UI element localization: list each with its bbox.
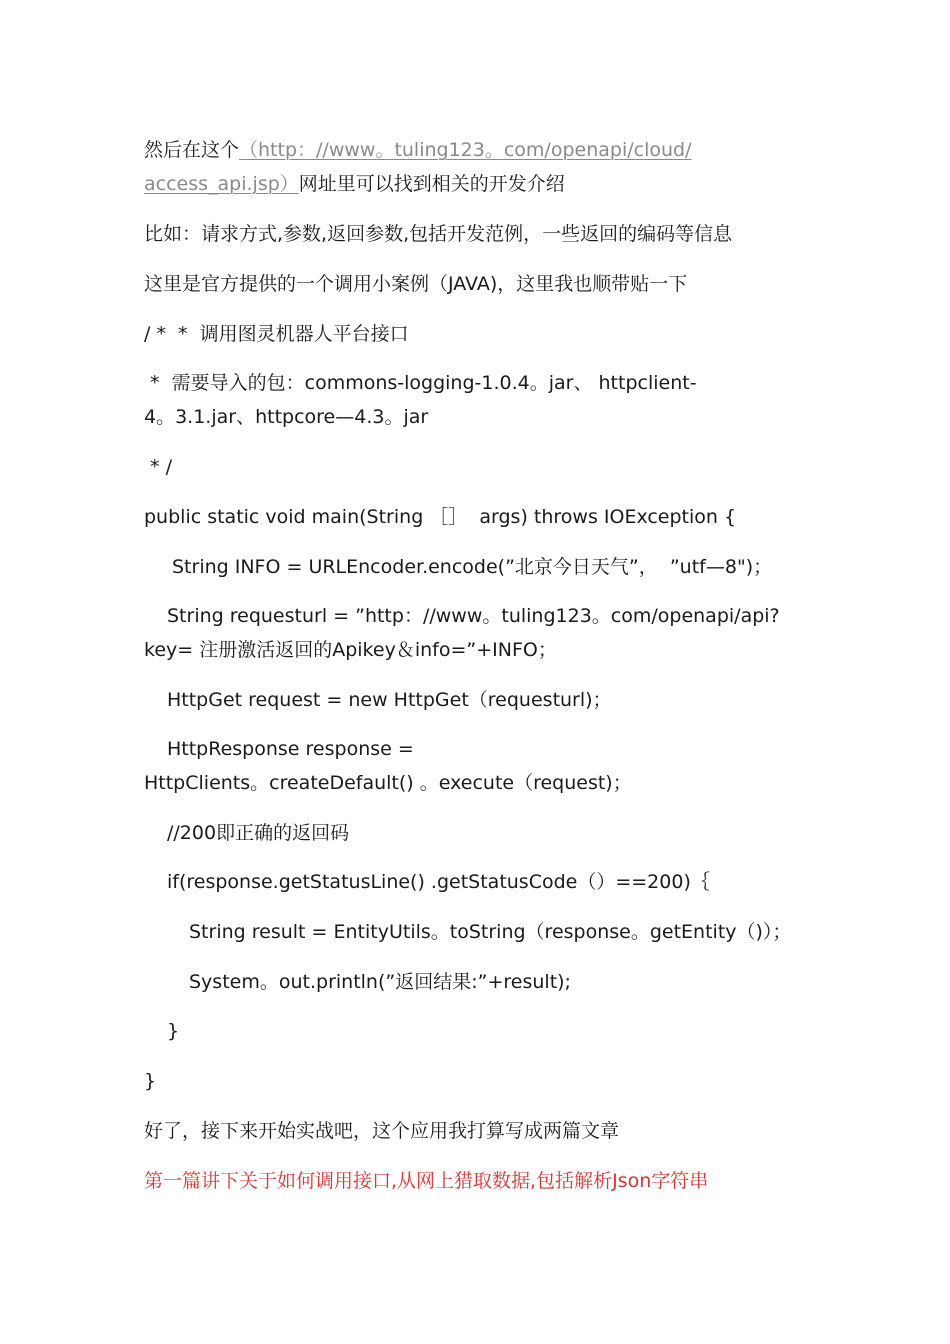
code-url-line-1: String requesturl = ”http：//www。tuling123。com/openapi/api? xyxy=(167,605,780,627)
intro-prefix: 然后在这个 xyxy=(144,139,240,161)
intro-line-2 xyxy=(144,172,565,196)
example-info-paragraph: 比如：请求方式,参数,返回参数,包括开发范例，一些返回的编码等信息 xyxy=(144,223,733,245)
code-httpget-line: HttpGet request = new HttpGet（requesturl)； xyxy=(167,689,612,711)
code-response-line-2: HttpClients。createDefault() 。execute（request)； xyxy=(144,772,632,794)
code-status-comment: //200即正确的返回码 xyxy=(167,822,350,844)
code-info-line: String INFO = URLEncoder.encode(”北京今日天气”， ”utf—8")； xyxy=(172,556,773,578)
official-case-paragraph: 这里是官方提供的一个调用小案例（JAVA)，这里我也顺带贴一下 xyxy=(144,273,688,295)
code-comment-close: * / xyxy=(144,456,172,478)
code-main-signature: public static void main(String ［］ args) throws IOException { xyxy=(144,506,737,528)
code-print-line: System。out.println(”返回结果:”+result); xyxy=(189,971,571,993)
code-result-line: String result = EntityUtils。toString（response。getEntity（)）； xyxy=(189,921,792,943)
code-inner-brace: } xyxy=(167,1020,180,1042)
code-if-line: if(response.getStatusLine() .getStatusCode（）==200)｛ xyxy=(167,871,710,893)
code-response-line-1: HttpResponse response = xyxy=(167,738,414,760)
api-doc-link-continued[interactable]: access_api.jsp） xyxy=(144,173,299,195)
code-outer-brace: } xyxy=(144,1070,157,1092)
intro-line-1 xyxy=(144,138,692,162)
code-comment-open: / * * 调用图灵机器人平台接口 xyxy=(144,323,409,345)
code-url-line-2: key= 注册激活返回的Apikey＆info=”+INFO； xyxy=(144,639,557,661)
code-comment-packages-2: 4。3.1.jar、httpcore—4.3。jar xyxy=(144,406,429,428)
outro-paragraph: 好了，接下来开始实战吧，这个应用我打算写成两篇文章 xyxy=(144,1120,620,1142)
api-doc-link[interactable]: （http：//www。tuling123。com/openapi/cloud/ xyxy=(239,139,692,161)
highlight-paragraph: 第一篇讲下关于如何调用接口,从网上猎取数据,包括解析Json字符串 xyxy=(144,1170,709,1192)
code-comment-packages-1: * 需要导入的包：commons-logging-1.0.4。jar、 httpclient- xyxy=(144,372,697,394)
intro-suffix: 网址里可以找到相关的开发介绍 xyxy=(298,173,565,195)
